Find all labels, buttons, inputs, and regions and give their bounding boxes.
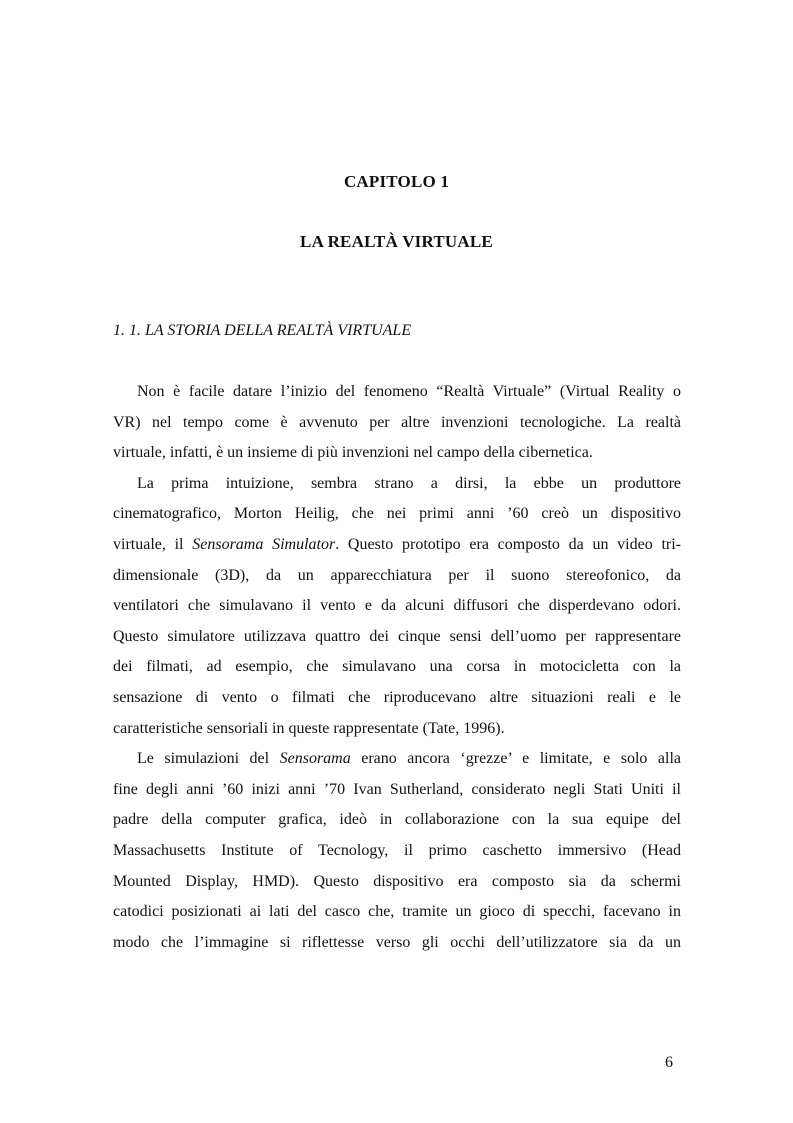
text-line: Massachusetts Institute of Tecnology, il primo caschetto immersivo (Head	[113, 841, 681, 859]
text-line: VR) nel tempo come è avvenuto per altre invenzioni tecnologiche. La realtà	[113, 413, 681, 431]
italic-title: Sensorama	[279, 750, 351, 768]
text-run: Le simulazioni del	[137, 750, 280, 768]
text-line: Mounted Display, HMD). Questo dispositivo era composto sia da schermi	[113, 872, 681, 890]
text-line: modo che l’immagine si riflettesse verso gli occhi dell’utilizzatore sia da un	[113, 933, 681, 951]
text-line: virtuale, infatti, è un insieme di più invenzioni nel campo della cibernetica.	[113, 444, 593, 462]
text-line: dimensionale (3D), da un apparecchiatura per il suono stereofonico, da	[113, 566, 681, 584]
text-run: virtuale, il	[113, 535, 193, 553]
body-text	[113, 377, 681, 958]
text-line: Non è facile datare l’inizio del fenomeno “Realtà Virtuale” (Virtual Reality o	[137, 383, 681, 400]
text-line: catodici posizionati ai lati del casco che, tramite un gioco di specchi, facevano in	[113, 903, 681, 921]
chapter-title: LA REALTÀ VIRTUALE	[300, 232, 493, 251]
text-run: erano ancora ‘grezze’ e limitate, e solo alla	[350, 750, 681, 768]
page-number: 6	[665, 1054, 673, 1071]
chapter-label: CAPITOLO 1	[343, 172, 450, 191]
text-line: Questo simulatore utilizzava quattro dei cinque sensi dell’uomo per rappresentare	[113, 627, 681, 645]
text-line: ventilatori che simulavano il vento e da alcuni diffusori che disperdevano odori.	[113, 597, 681, 615]
text-line: cinematografico, Morton Heilig, che nei primi anni ’60 creò un dispositivo	[113, 505, 681, 523]
text-line: fine degli anni ’60 inizi anni ’70 Ivan Sutherland, considerato negli Stati Uniti il	[113, 780, 681, 798]
section-heading: 1. 1. LA STORIA DELLA REALTÀ VIRTUALE	[113, 322, 412, 339]
text-run: . Questo prototipo era composto da un video tri-	[335, 535, 682, 553]
italic-title: Sensorama Simulator	[192, 535, 336, 553]
text-line	[113, 744, 681, 775]
text-line: dei filmati, ad esempio, che simulavano una corsa in motocicletta con la	[113, 658, 681, 676]
text-line: padre della computer grafica, ideò in collaborazione con la sua equipe del	[113, 811, 681, 829]
text-line: La prima intuizione, sembra strano a dirsi, la ebbe un produttore	[137, 474, 681, 492]
text-line: sensazione di vento o filmati che riproducevano altre situazioni reali e le	[113, 688, 681, 706]
text-line: caratteristiche sensoriali in queste rappresentate (Tate, 1996).	[113, 719, 505, 737]
text-line	[113, 530, 681, 561]
